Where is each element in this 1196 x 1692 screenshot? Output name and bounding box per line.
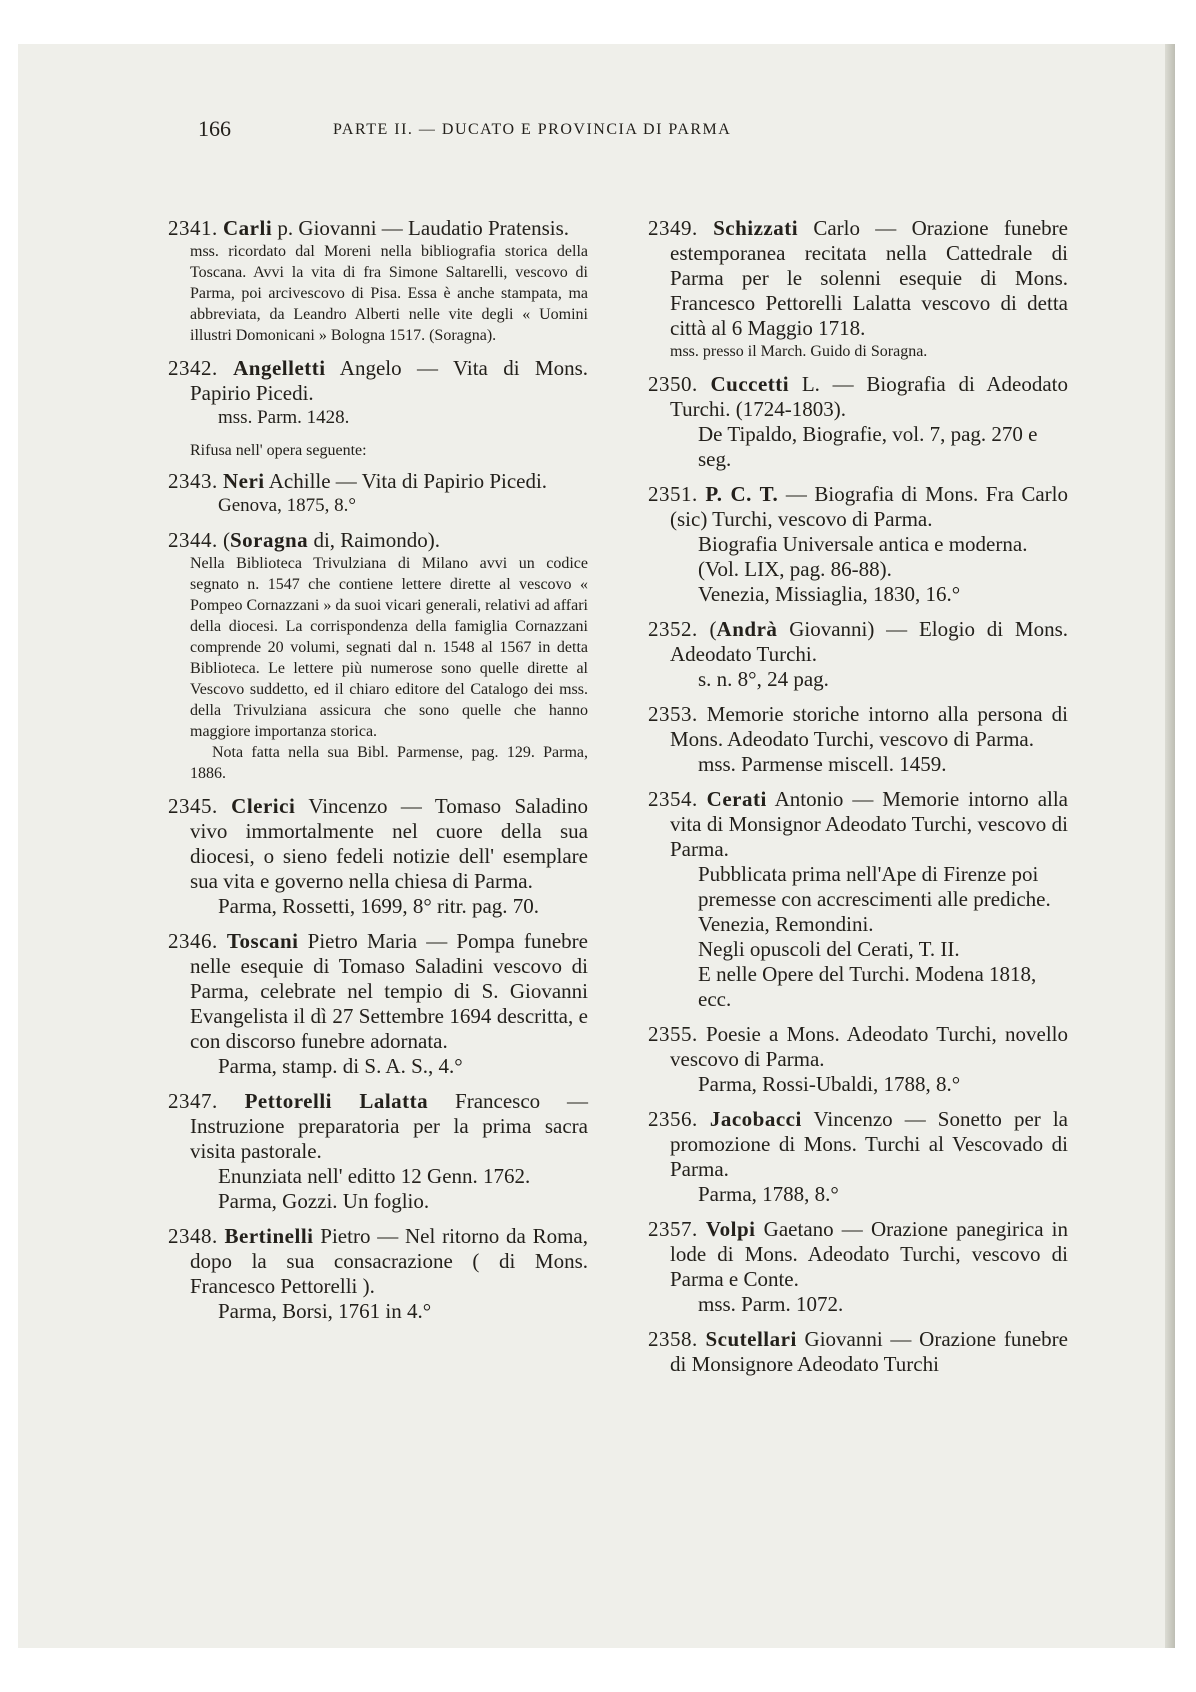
entry-imprint: Parma, 1788, 8.° [698, 1182, 839, 1206]
entry-number: 2358. [648, 1327, 698, 1351]
entry-imprint: Parma, Rossetti, 1699, 8° ritr. pag. 70. [218, 894, 540, 918]
entry-author: Toscani [226, 929, 299, 953]
entry-title: Giovanni — Orazione funebre di Monsignore Adeodato Turchi [670, 1327, 1068, 1376]
entry-number: 2353. [648, 702, 698, 726]
entry-number: 2351. [648, 482, 698, 506]
entry-2354 [648, 787, 1068, 1012]
entry-title: Francesco — Instruzione preparatoria per la prima sacra visita pastorale. [190, 1089, 588, 1163]
page-header [168, 116, 1098, 146]
entry-author: Jacobacci [709, 1107, 802, 1131]
entry-author: Volpi [705, 1217, 756, 1241]
entry-2350 [648, 372, 1068, 472]
entry-author: Soragna [230, 528, 309, 552]
entry-number: 2357. [648, 1217, 698, 1241]
entry-heading [168, 356, 588, 406]
entry-number: 2347. [168, 1089, 218, 1113]
entry-heading [648, 617, 1068, 667]
entry-title: — Biografia di Mons. Fra Carlo (sic) Turchi, vescovo di Parma. [670, 482, 1069, 531]
page-number: 166 [198, 116, 231, 141]
entry-2343 [168, 469, 588, 518]
entry-heading [648, 482, 1068, 532]
entry-author: Pettorelli Lalatta [244, 1089, 429, 1113]
entry-imprint: Biografia Universale antica e moderna. (Vol. LIX, pag. 86-88). [698, 532, 1028, 581]
entry-heading [168, 528, 588, 553]
entry-author: Cuccetti [710, 372, 790, 396]
entry-2352 [648, 617, 1068, 692]
entry-title: Vincenzo — Sonetto per la promozione di Mons. Turchi al Vescovado di Parma. [670, 1107, 1069, 1181]
entry-heading [168, 794, 588, 894]
entry-heading [648, 1217, 1068, 1292]
entry-author: Clerici [231, 794, 296, 818]
entry-author: Angelletti [233, 356, 326, 380]
entry-heading [168, 929, 588, 1054]
entry-heading [168, 1224, 588, 1299]
entry-heading [648, 702, 1068, 752]
entry-title: Pietro Maria — Pompa funebre nelle esequie di Tomaso Saladini vescovo di Parma, celebrate nel tempio di S. Giovanni Evangelista il dì 27 Settembre 1694 descritta, e con discorso funebre adornata. [190, 929, 588, 1053]
entry-2349 [648, 216, 1068, 362]
entry-title: Gaetano — Orazione panegirica in lode di Mons. Adeodato Turchi, vescovo di Parma e Conte. [670, 1217, 1069, 1291]
entry-2358 [648, 1327, 1068, 1377]
entry-author: P. C. T. [705, 482, 779, 506]
entry-2353 [648, 702, 1068, 777]
entry-number: 2341. [168, 216, 218, 240]
entry-2351 [648, 482, 1068, 607]
entry-heading [648, 216, 1068, 341]
entry-number: 2349. [648, 216, 698, 240]
entry-imprint: De Tipaldo, Biografie, vol. 7, pag. 270 e seg. [698, 422, 1038, 471]
entry-2345 [168, 794, 588, 919]
entry-number: 2354. [648, 787, 698, 811]
entry-2344 [168, 528, 588, 784]
entry-number: 2344. [168, 528, 218, 552]
entry-2356 [648, 1107, 1068, 1207]
entry-title: Vincenzo — Tomaso Saladino vivo immortalmente nel cuore della sua diocesi, o sieno fedeli notizie dell' esemplare sua vita e governo nella chiesa di Parma. [190, 794, 589, 893]
entry-imprint: mss. Parmense miscell. 1459. [698, 752, 947, 776]
entry-title: Achille — Vita di Papirio Picedi. [264, 469, 548, 493]
entry-imprint: Enunziata nell' editto 12 Genn. 1762. [218, 1164, 531, 1188]
entry-author: Carli [223, 216, 273, 240]
entry-2357 [648, 1217, 1068, 1317]
entry-imprint: Parma, Rossi-Ubaldi, 1788, 8.° [698, 1072, 961, 1096]
entry-number: 2345. [168, 794, 218, 818]
entry-number: 2355. [648, 1022, 698, 1046]
entry-author: Bertinelli [224, 1224, 314, 1248]
entry-number: 2346. [168, 929, 218, 953]
entry-imprint: Venezia, Missiaglia, 1830, 16.° [698, 582, 961, 606]
entry-imprint: E nelle Opere del Turchi. Modena 1818, ecc. [698, 962, 1037, 1011]
entry-imprint: Parma, stamp. di S. A. S., 4.° [218, 1054, 463, 1078]
running-head: PARTE II. — DUCATO E PROVINCIA DI PARMA [333, 121, 732, 138]
entry-title: di, Raimondo). [308, 528, 441, 552]
entry-title: Antonio — Memorie intorno alla vita di Monsignor Adeodato Turchi, vescovo di Parma. [670, 787, 1069, 861]
refusa-note: Rifusa nell' opera seguente: [190, 442, 367, 459]
entry-title: p. Giovanni — Laudatio Pratensis. [272, 216, 570, 240]
entry-heading [168, 216, 588, 241]
entry-paren: ( [697, 617, 717, 641]
entry-paren: ( [217, 528, 230, 552]
entry-imprint: Pubblicata prima nell'Ape di Firenze poi premesse con accrescimenti alle prediche. [698, 862, 1051, 911]
entry-title: Pietro — Nel ritorno da Roma, dopo la sua consacrazione ( di Mons. Francesco Pettorelli ). [190, 1224, 589, 1298]
entry-number: 2343. [168, 469, 218, 493]
entry-imprint: mss. Parm. 1072. [698, 1292, 844, 1316]
entry-title: Memorie storiche intorno alla persona di Mons. Adeodato Turchi, vescovo di Parma. [670, 702, 1068, 751]
entry-number: 2342. [168, 356, 218, 380]
entry-title: Carlo — Orazione funebre estemporanea recitata nella Cattedrale di Parma per le solenni esequie di Mons. Francesco Pettorelli Lalatta vescovo di detta città al 6 Maggio 1718. [670, 216, 1068, 340]
right-column [648, 216, 1068, 1387]
entry-heading [648, 1022, 1068, 1072]
entry-heading [648, 787, 1068, 862]
entry-note: Nella Biblioteca Trivulziana di Milano avvi un codice segnato n. 1547 che contiene lettere dirette al vescovo « Pompeo Cornazzani » da suoi vicari generali, relativi ad affari della diocesi. La corrispondenza della famiglia Cornazzani comprende 20 volumi, segnati dal n. 1548 al 1567 in detta Biblioteca. Le lettere più numerose sono quelle dirette al Vescovo suddetto, ed il chiaro editore del Catalogo dei mss. della Trivulziana assicura che sono quelle che hanno maggiore importanza storica. [190, 555, 588, 740]
entry-number: 2356. [648, 1107, 698, 1131]
entry-heading [168, 469, 588, 494]
entry-2346 [168, 929, 588, 1079]
entry-imprint: Negli opuscoli del Cerati, T. II. [698, 937, 960, 961]
entry-heading [648, 1107, 1068, 1182]
entry-number: 2350. [648, 372, 698, 396]
entry-author: Schizzati [713, 216, 799, 240]
page-edge-shadow [1165, 44, 1175, 1648]
entry-2341 [168, 216, 588, 346]
entry-imprint: Parma, Borsi, 1761 in 4.° [218, 1299, 432, 1323]
entry-author: Scutellari [705, 1327, 797, 1351]
entry-heading [168, 1089, 588, 1164]
page-content [168, 116, 1098, 1376]
entry-note: mss. ricordato dal Moreni nella bibliografia storica della Toscana. Avvi la vita di fra Simone Saltarelli, vescovo di Parma, poi arcivescovo di Pisa. Essa è anche stampata, ma abbreviata, da Leandro Alberti nelle vite degli « Uomini illustri Domonicani » Bologna 1517. (Soragna). [190, 243, 588, 344]
entry-2348 [168, 1224, 588, 1324]
entry-imprint: s. n. 8°, 24 pag. [698, 667, 829, 691]
entry-author: Andrà [716, 617, 778, 641]
entry-imprint: Parma, Gozzi. Un foglio. [218, 1189, 430, 1213]
entry-heading [648, 372, 1068, 422]
entry-author: Cerati [706, 787, 767, 811]
entry-note: mss. presso il March. Guido di Soragna. [670, 343, 928, 360]
left-column [168, 216, 588, 1334]
entry-number: 2348. [168, 1224, 218, 1248]
entry-heading [648, 1327, 1068, 1377]
entry-author: Neri [223, 469, 265, 493]
entry-imprint: mss. Parm. 1428. [218, 407, 350, 428]
scanned-page [18, 44, 1175, 1648]
entry-title: Poesie a Mons. Adeodato Turchi, novello vescovo di Parma. [670, 1022, 1068, 1071]
entry-note: Nota fatta nella sua Bibl. Parmense, pag. 129. Parma, 1886. [190, 744, 588, 782]
entry-title: Angelo — Vita di Mons. Papirio Picedi. [190, 356, 588, 405]
entry-title: L. — Biografia di Adeodato Turchi. (1724-1803). [670, 372, 1068, 421]
entry-imprint: Venezia, Remondini. [698, 912, 874, 936]
entry-imprint: Genova, 1875, 8.° [218, 495, 356, 516]
entry-title: Giovanni) — Elogio di Mons. Adeodato Turchi. [670, 617, 1068, 666]
entry-2347 [168, 1089, 588, 1214]
entry-number: 2352. [648, 617, 698, 641]
entry-2342 [168, 356, 588, 430]
entry-2355 [648, 1022, 1068, 1097]
